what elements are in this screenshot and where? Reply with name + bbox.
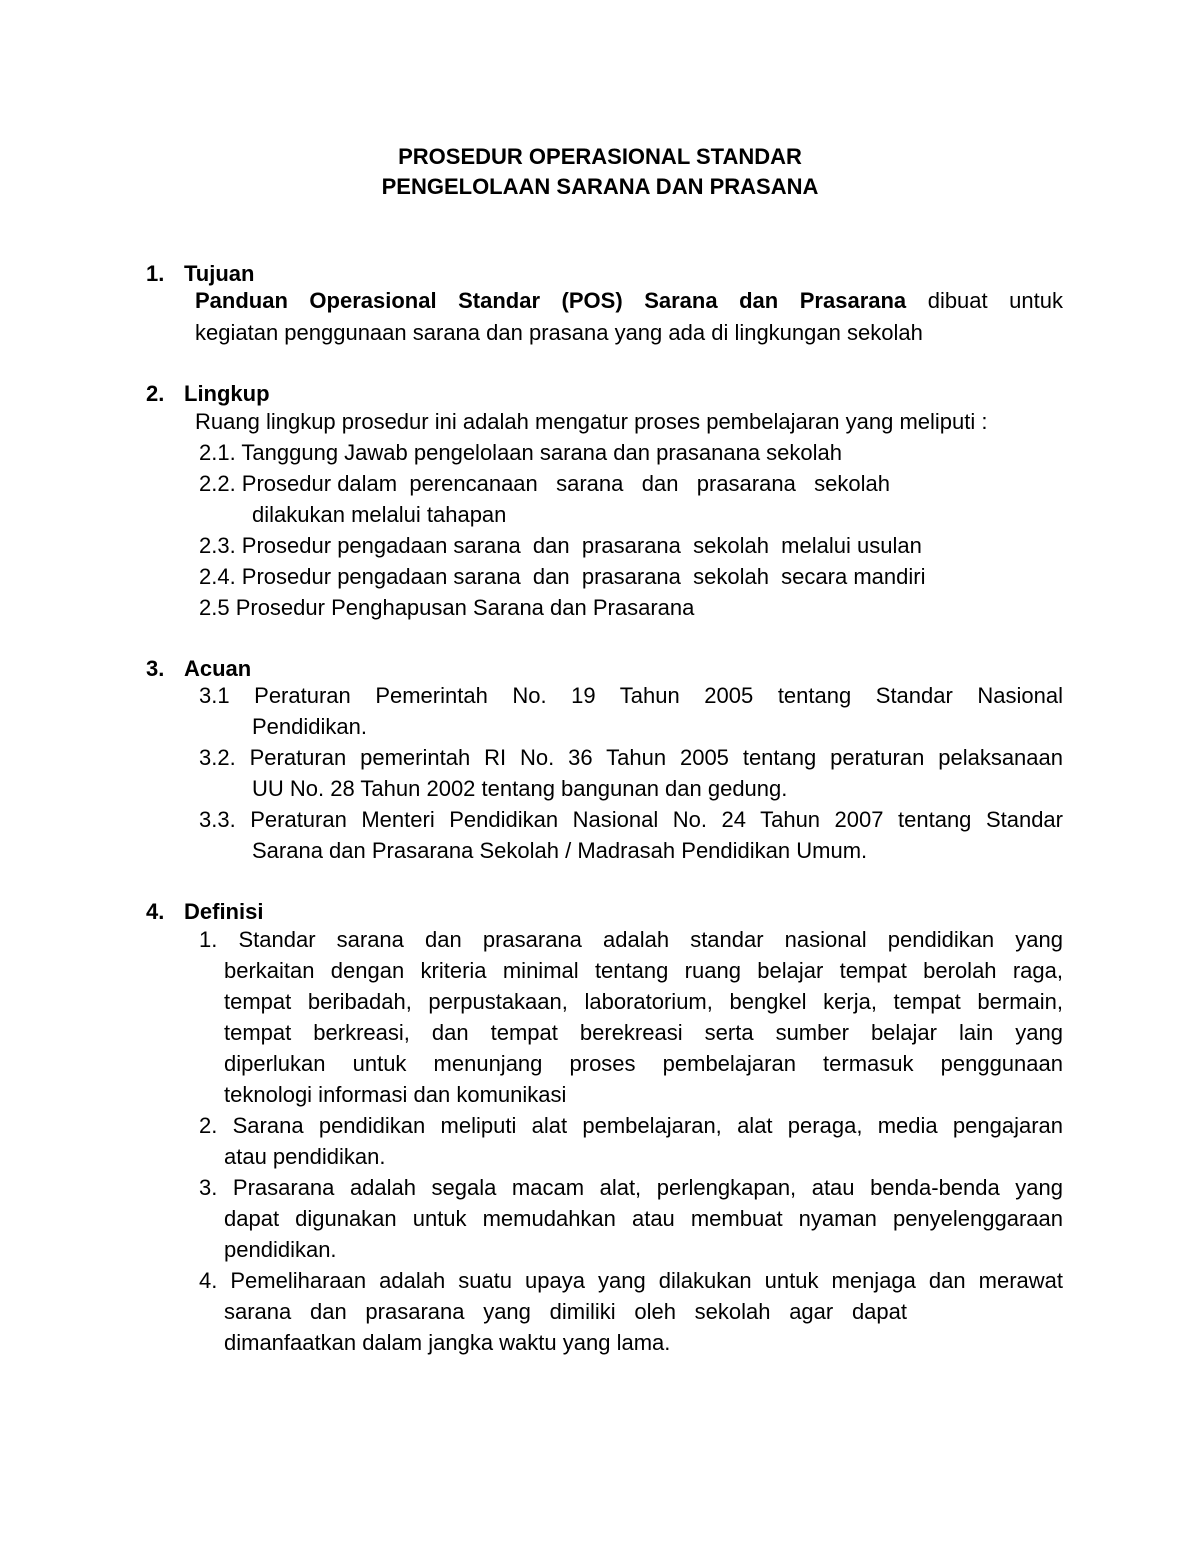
section-2-number: 2. — [146, 381, 165, 406]
definisi-item-1-line2: berkaitan dengan kriteria minimal tentang ruang belajar tempat berolah raga, — [224, 958, 1063, 983]
section-1-intro-rest: dibuat untuk — [927, 288, 1063, 313]
lingkup-item-2-2: 2.2. Prosedur dalam perencanaan sarana dan prasarana sekolah — [199, 471, 890, 496]
lingkup-item-2-2-cont: dilakukan melalui tahapan — [252, 502, 507, 527]
definisi-item-4-line2: sarana dan prasarana yang dimiliki oleh sekolah agar dapat — [224, 1299, 907, 1324]
definisi-item-1-line4: tempat berkreasi, dan tempat berekreasi serta sumber belajar lain yang — [224, 1020, 1063, 1045]
definisi-item-4-line3: dimanfaatkan dalam jangka waktu yang lama. — [224, 1330, 671, 1355]
lingkup-item-2-3: 2.3. Prosedur pengadaan sarana dan prasarana sekolah melalui usulan — [199, 533, 922, 558]
section-3-number: 3. — [146, 656, 165, 681]
definisi-item-3-line2: dapat digunakan untuk memudahkan atau membuat nyaman penyelenggaraan — [224, 1206, 1063, 1231]
section-1-intro-line2: kegiatan penggunaan sarana dan prasana yang ada di lingkungan sekolah — [195, 320, 923, 345]
definisi-item-3: 3. Prasarana adalah segala macam alat, perlengkapan, atau benda-benda yang — [199, 1175, 1063, 1200]
section-2-intro: Ruang lingkup prosedur ini adalah mengatur proses pembelajaran yang meliputi : — [195, 409, 988, 434]
lingkup-item-2-5: 2.5 Prosedur Penghapusan Sarana dan Prasarana — [199, 595, 695, 620]
document-title-line2: PENGELOLAAN SARANA DAN PRASANA — [381, 174, 819, 199]
section-1-intro-bold: Panduan Operasional Standar (POS) Sarana dan Prasarana — [195, 288, 907, 313]
acuan-item-3-1-cont: Pendidikan. — [252, 714, 367, 739]
section-1-number: 1. — [146, 261, 165, 286]
section-1-intro — [195, 290, 1063, 312]
document-title-line1: PROSEDUR OPERASIONAL STANDAR — [398, 144, 802, 169]
section-4-number: 4. — [146, 899, 165, 924]
acuan-item-3-3: 3.3. Peraturan Menteri Pendidikan Nasional No. 24 Tahun 2007 tentang Standar — [199, 807, 1063, 832]
acuan-item-3-1: 3.1 Peraturan Pemerintah No. 19 Tahun 2005 tentang Standar Nasional — [199, 683, 1063, 708]
definisi-item-4: 4. Pemeliharaan adalah suatu upaya yang dilakukan untuk menjaga dan merawat — [199, 1268, 1063, 1293]
definisi-item-3-line3: pendidikan. — [224, 1237, 337, 1262]
definisi-item-1-line5: diperlukan untuk menunjang proses pembelajaran termasuk penggunaan — [224, 1051, 1063, 1076]
definisi-item-2: 2. Sarana pendidikan meliputi alat pembelajaran, alat peraga, media pengajaran — [199, 1113, 1063, 1138]
acuan-item-3-3-cont: Sarana dan Prasarana Sekolah / Madrasah Pendidikan Umum. — [252, 838, 868, 863]
definisi-item-1: 1. Standar sarana dan prasarana adalah standar nasional pendidikan yang — [199, 927, 1063, 952]
lingkup-item-2-1: 2.1. Tanggung Jawab pengelolaan sarana dan prasanana sekolah — [199, 440, 842, 465]
definisi-item-1-line6: teknologi informasi dan komunikasi — [224, 1082, 567, 1107]
section-2-heading: Lingkup — [184, 381, 270, 406]
section-3-heading: Acuan — [184, 656, 252, 681]
section-1-heading: Tujuan — [184, 261, 255, 286]
definisi-item-2-line2: atau pendidikan. — [224, 1144, 386, 1169]
lingkup-item-2-4: 2.4. Prosedur pengadaan sarana dan prasarana sekolah secara mandiri — [199, 564, 926, 589]
definisi-item-1-line3: tempat beribadah, perpustakaan, laboratorium, bengkel kerja, tempat bermain, — [224, 989, 1063, 1014]
section-4-heading: Definisi — [184, 899, 264, 924]
acuan-item-3-2-cont: UU No. 28 Tahun 2002 tentang bangunan dan gedung. — [252, 776, 788, 801]
acuan-item-3-2: 3.2. Peraturan pemerintah RI No. 36 Tahun 2005 tentang peraturan pelaksanaan — [199, 745, 1063, 770]
